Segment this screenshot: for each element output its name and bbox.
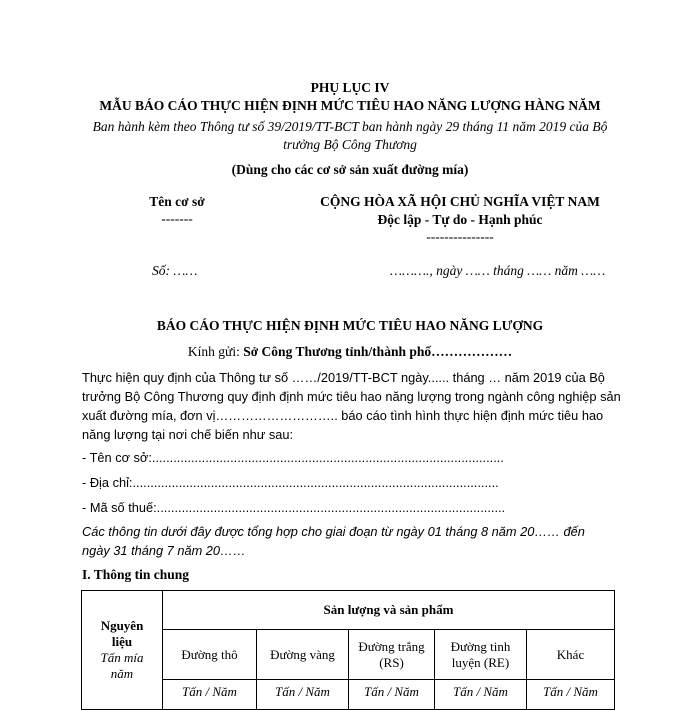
unit-cell-raw: Tấn / Năm <box>163 680 257 710</box>
document-number: Số: …… <box>152 263 198 278</box>
national-motto: Độc lập - Tự do - Hạnh phúc <box>377 212 543 227</box>
issued-note-line1: Ban hành kèm theo Thông tư số 39/2019/TT-BCT ban hành ngày 29 tháng 11 năm 2019 của Bộ <box>92 119 608 134</box>
recipient-value: Sở Công Thương tỉnh/thành phố……………… <box>243 344 513 359</box>
recipient-line <box>0 344 700 360</box>
material-header-cell <box>82 591 163 710</box>
recipient-label: Kính gửi: <box>187 344 244 359</box>
col-refined-sugar: Đường tinh luyện (RE) <box>435 630 527 680</box>
intro-line2: trưởng Bộ Công Thương quy định định mức tiêu hao năng lượng trong ngành công nghiệp sản <box>82 389 621 404</box>
period-line2: ngày 31 tháng 7 năm 20…… <box>82 543 246 558</box>
unit-cell-brown: Tấn / Năm <box>257 680 349 710</box>
col-raw-sugar: Đường thô <box>163 630 257 680</box>
col-white-sugar: Đường trắng (RS) <box>349 630 435 680</box>
reporting-period <box>82 522 622 560</box>
period-line1: Các thông tin dưới đây được tổng hợp cho giai đoạn từ ngày 01 tháng 8 năm 20…… đến <box>82 524 585 539</box>
report-title: BÁO CÁO THỰC HIỆN ĐỊNH MỨC TIÊU HAO NĂNG LƯỢNG <box>156 318 544 333</box>
facility-name-label: Tên cơ sở <box>149 194 205 209</box>
material-unit-line2: năm <box>110 666 134 681</box>
section-general-info-title: I. Thông tin chung <box>82 567 190 582</box>
facility-divider: ------- <box>161 211 193 226</box>
intro-line1: Thực hiện quy định của Thông tư số ……/2019/TT-BCT ngày...... tháng … năm 2019 của Bộ <box>82 370 605 385</box>
output-group-header: Sản lượng và sản phẩm <box>163 591 615 630</box>
form-title: MẪU BÁO CÁO THỰC HIỆN ĐỊNH MỨC TIÊU HAO NĂNG LƯỢNG HÀNG NĂM <box>99 98 601 113</box>
appendix-title: PHỤ LỤC IV <box>310 80 390 95</box>
general-info-table <box>81 590 615 710</box>
col-other: Khác <box>527 630 615 680</box>
unit-cell-other: Tấn / Năm <box>527 680 615 710</box>
address-field: - Địa chỉ:....................................................................................................... <box>82 475 499 490</box>
tax-code-field: - Mã số thuế:.................................................................................................. <box>82 500 506 515</box>
issued-note-line2: trưởng Bộ Công Thương <box>283 137 417 152</box>
national-title: CỘNG HÒA XÃ HỘI CHỦ NGHĨA VIỆT NAM <box>320 194 600 209</box>
intro-line3: xuất đường mía, đơn vị……………………….. báo cáo tình hình thực hiện định mức tiêu hao <box>82 408 604 423</box>
material-unit-line1: Tấn mía <box>100 650 144 665</box>
intro-line4: năng lượng tại nơi chế biến như sau: <box>82 427 294 442</box>
applicability-note: (Dùng cho các cơ sở sản xuất đường mía) <box>231 162 469 177</box>
unit-cell-white: Tấn / Năm <box>349 680 435 710</box>
intro-paragraph <box>82 368 622 444</box>
col-brown-sugar: Đường vàng <box>257 630 349 680</box>
unit-cell-refined: Tấn / Năm <box>435 680 527 710</box>
facility-name-field: - Tên cơ sở:................................................................................................... <box>82 450 504 465</box>
issued-note <box>80 118 620 154</box>
material-header-line1: Nguyên <box>100 618 144 633</box>
motto-divider: --------------- <box>426 229 494 244</box>
document-date: ………., ngày …… tháng …… năm …… <box>390 263 606 278</box>
material-header-line2: liệu <box>111 634 133 649</box>
